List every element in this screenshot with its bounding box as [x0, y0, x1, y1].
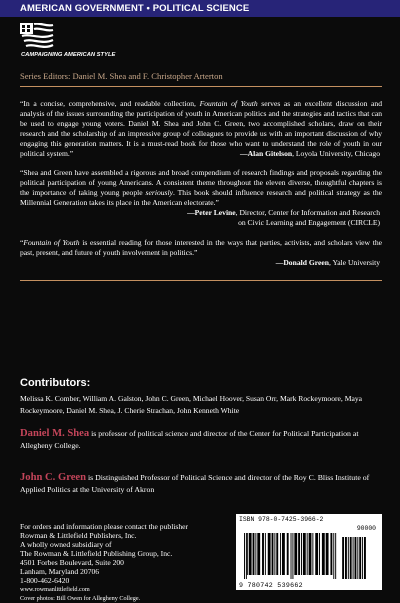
barcode-bar — [309, 533, 312, 575]
review-quote-3: “Fountain of Youth is essential reading for those interested in the ways that parties, activists, and scholars view the past, present, and future of youth involvement in politics.” — [20, 238, 383, 258]
bio-name: Daniel M. Shea — [20, 428, 90, 439]
publisher-contact — [20, 522, 210, 603]
barcode-addon-bar — [348, 537, 349, 579]
barcode-bar — [330, 533, 332, 575]
barcode-bar — [276, 533, 278, 575]
review-quote-1: “In a concise, comprehensive, and readable collection, Fountain of Youth serves as an excellent discussion and analysis of the issues surrounding the participation of youth in American politics and the strategies and tactics that can be used to engage young voters. Daniel M. Shea and John C. Green, two accomplished scholars, draw on their research and the scholarship of an impressive group of colleagues to provide us with an important discussion of why engaging this generation matters. It is a must-read book for those who want to understand the role of youth in our political system.” — [20, 99, 382, 159]
isbn-number: ISBN 978-0-7425-3966-2 — [239, 516, 324, 523]
barcode-bar — [291, 533, 292, 579]
ean-digits: 9 780742 539662 — [239, 582, 303, 589]
contributors-heading: Contributors: — [20, 377, 91, 389]
barcode-addon-bar — [364, 537, 366, 579]
barcode-bar — [257, 533, 260, 575]
publisher-line: 1-800-462-6420 — [20, 576, 70, 585]
barcode-bar — [274, 533, 275, 575]
flag-stripes-icon — [20, 23, 54, 51]
bio-name: John C. Green — [20, 472, 87, 483]
barcode-bar — [333, 533, 334, 579]
barcode-bar — [298, 533, 300, 575]
barcode-bars — [244, 533, 378, 579]
barcode-addon-bar — [353, 537, 354, 579]
barcode-bar — [280, 533, 281, 575]
barcode-addon-bar — [359, 537, 361, 579]
barcode-bar — [294, 533, 297, 575]
barcode-addon-bar — [345, 537, 347, 579]
barcode-addon-bar — [362, 537, 363, 579]
barcode-bar — [335, 533, 336, 579]
barcode-bar — [247, 533, 248, 575]
barcode-addon-bar — [355, 537, 357, 579]
barcode-addon-bar — [342, 537, 344, 579]
cover-photo-credit: Cover photos: Bill Owen for Allegheny College. — [20, 595, 141, 602]
barcode-bar — [253, 533, 255, 575]
subject-label: AMERICAN GOVERNMENT • POLITICAL SCIENCE — [20, 3, 250, 14]
divider-mid — [20, 280, 382, 281]
publisher-line: Lanham, Maryland 20706 — [20, 567, 100, 576]
barcode-bar — [249, 533, 252, 575]
barcode-bar — [312, 533, 313, 575]
barcode-bar — [262, 533, 264, 575]
barcode-bar — [322, 533, 325, 575]
barcode-bar — [319, 533, 320, 575]
subject-bar — [0, 0, 400, 17]
barcode-bar — [307, 533, 308, 575]
barcode-bar — [265, 533, 266, 575]
bio-john-green: John C. Green is Distinguished Professor of Political Science and director of the Roy C. Bliss Institute of Applied Politics at the University of Akron — [20, 472, 370, 495]
series-editors: Series Editors: Daniel M. Shea and F. Christopher Arterton — [20, 71, 223, 81]
barcode-bar — [315, 533, 318, 575]
bio-daniel-shea: Daniel M. Shea is professor of political science and director of the Center for Political Participation at Allegheny College. — [20, 428, 359, 451]
price-code: 90000 — [356, 525, 376, 532]
barcode-bar — [255, 533, 256, 575]
barcode-addon-bar — [350, 537, 352, 579]
barcode-bar — [282, 533, 285, 575]
review-attribution-1: —Alan Gitelson, Loyola University, Chicago — [240, 149, 380, 158]
barcode-bar — [326, 533, 329, 575]
barcode-bar — [301, 533, 302, 575]
series-logo-text: CAMPAIGNING AMERICAN STYLE — [21, 52, 116, 58]
review-attribution-3: —Donald Green, Yale University — [275, 258, 380, 267]
series-logo — [20, 23, 190, 63]
publisher-line: For orders and information please contact the publisher — [20, 522, 189, 531]
contributors-list: Melissa K. Comber, William A. Galston, John C. Green, Michael Hoover, Susan Orr, Mark Rockeymoore, Maya Rockeymoore, Daniel M. Shea, J. Cherie Strachan, John Kenneth White — [20, 394, 362, 415]
barcode-bar — [246, 533, 247, 579]
barcode-bar — [287, 533, 289, 575]
publisher-line: The Rowman & Littlefield Publishing Group, Inc. — [20, 549, 173, 558]
isbn-barcode — [236, 514, 382, 590]
publisher-line: A wholly owned subsidiary of — [20, 540, 112, 549]
review-quote-2: “Shea and Green have assembled a rigorous and broad compendium of research findings and proposals regarding the political participation of young Americans. A consistent theme throughout the eleven diverse, thoughtful chapters is the importance of taking young people seriously. This book should influence research and political strategy as the Millennial Generation takes its place in the American electorate.” — [20, 168, 382, 208]
divider-top — [20, 86, 382, 87]
publisher-line: Rowman & Littlefield Publishers, Inc. — [20, 531, 137, 540]
barcode-bar — [272, 533, 274, 575]
barcode-bar — [268, 533, 271, 575]
barcode-bar — [244, 533, 245, 579]
review-attribution-2: —Peter Levine, Director, Center for Information and Research — [187, 208, 380, 217]
barcode-bar — [292, 533, 293, 579]
publisher-line: 4501 Forbes Boulevard, Suite 200 — [20, 558, 124, 567]
publisher-website: www.rowmanlittlefield.com — [20, 586, 90, 593]
barcode-bar — [303, 533, 306, 575]
review-attribution-2-line2: on Civic Learning and Engagement (CIRCLE) — [238, 218, 380, 227]
barcode-addon-bar — [357, 537, 358, 579]
